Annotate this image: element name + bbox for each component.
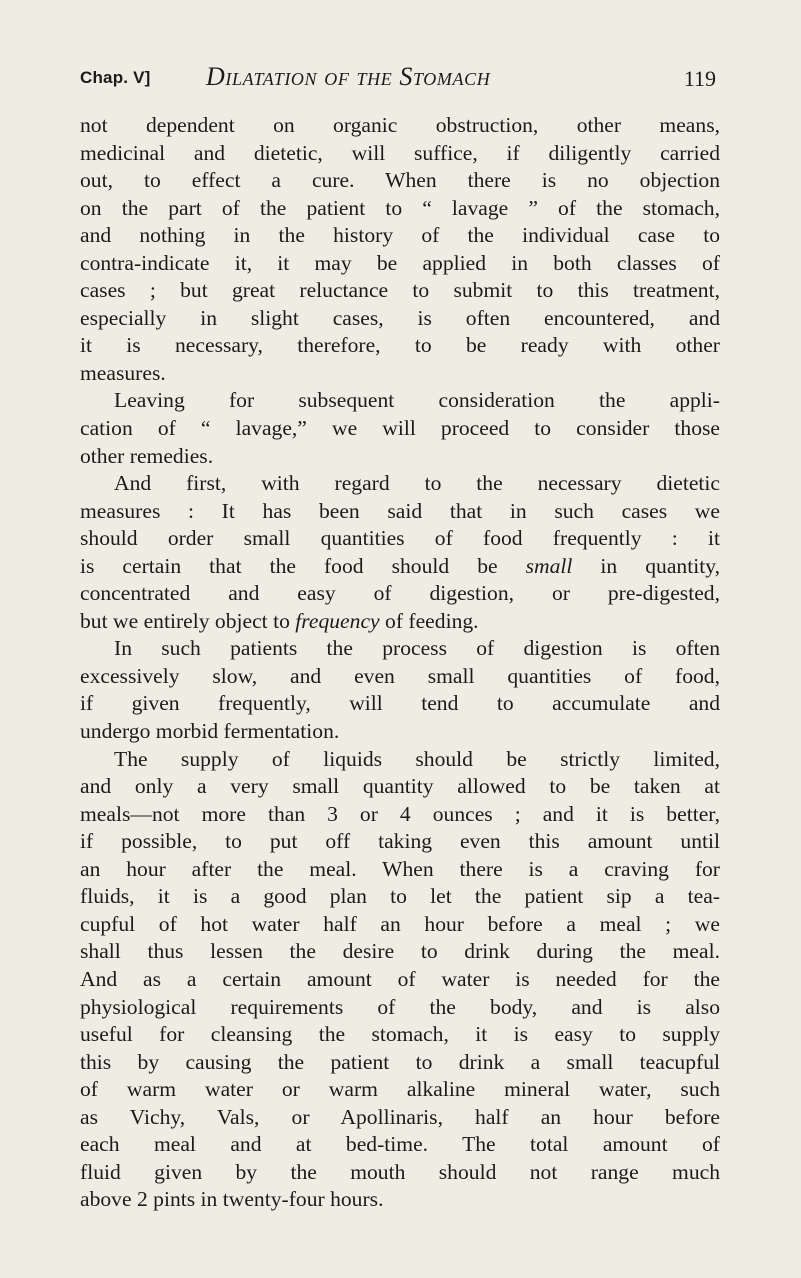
text-line: meals—not more than 3 or 4 ounces ; and it is better, bbox=[80, 801, 720, 826]
text-line: shall thus lessen the desire to drink during the meal. bbox=[80, 939, 720, 964]
text-line: if possible, to put off taking even this amount until bbox=[80, 829, 720, 854]
text-line: cases ; but great reluctance to submit to this treatment, bbox=[80, 278, 720, 303]
text-line: this by causing the patient to drink a small teacupful bbox=[80, 1049, 720, 1074]
paragraph bbox=[80, 387, 720, 470]
text-line: measures : It has been said that in such cases we bbox=[80, 498, 720, 523]
text-line: And as a certain amount of water is needed for the bbox=[80, 966, 720, 991]
text-line: cation of “ lavage,” we will proceed to consider those bbox=[80, 416, 720, 441]
text-line: excessively slow, and even small quantities of food, bbox=[80, 663, 720, 688]
text-line: and nothing in the history of the individual case to bbox=[80, 223, 720, 248]
text-line: useful for cleansing the stomach, it is easy to supply bbox=[80, 1022, 720, 1047]
page-number: 119 bbox=[683, 66, 716, 91]
text-line: other remedies. bbox=[80, 443, 214, 468]
text-line: should order small quantities of food frequently : it bbox=[80, 526, 720, 551]
emphasis-small: small bbox=[525, 553, 573, 578]
text-line: In such patients the process of digestion is often bbox=[114, 636, 720, 661]
text-line: undergo morbid fermentation. bbox=[80, 719, 340, 744]
paragraph bbox=[80, 746, 720, 1214]
text-line: concentrated and easy of digestion, or pre-digested, bbox=[80, 581, 720, 606]
paragraph bbox=[80, 635, 720, 745]
text-line: fluids, it is a good plan to let the patient sip a tea- bbox=[80, 884, 720, 909]
line-segment: of feeding. bbox=[379, 608, 479, 633]
text-line: medicinal and dietetic, will suffice, if diligently carried bbox=[80, 140, 720, 165]
text-line: it is necessary, therefore, to be ready with other bbox=[80, 333, 720, 358]
text-line: fluid given by the mouth should not range much bbox=[80, 1159, 720, 1184]
text-line: out, to effect a cure. When there is no objection bbox=[80, 168, 720, 193]
text-line: as Vichy, Vals, or Apollinaris, half an hour before bbox=[80, 1104, 720, 1129]
text-line: contra-indicate it, it may be applied in both classes of bbox=[80, 250, 720, 275]
text-line: an hour after the meal. When there is a craving for bbox=[80, 856, 720, 881]
body-text bbox=[80, 112, 720, 1214]
text-line: each meal and at bed-time. The total amount of bbox=[80, 1132, 720, 1157]
text-line: especially in slight cases, is often encountered, and bbox=[80, 305, 720, 330]
emphasis-frequency: frequency bbox=[295, 608, 380, 633]
text-line-with-emphasis bbox=[80, 553, 720, 581]
paragraph bbox=[80, 470, 720, 635]
text-line: above 2 pints in twenty-four hours. bbox=[80, 1187, 384, 1212]
line-segment: but we entirely object to bbox=[80, 608, 296, 633]
text-line: The supply of liquids should be strictly limited, bbox=[114, 746, 720, 771]
line-segment: in quantity, bbox=[572, 553, 721, 578]
text-line: and only a very small quantity allowed to be taken at bbox=[80, 774, 720, 799]
text-line: of warm water or warm alkaline mineral water, such bbox=[80, 1077, 720, 1102]
text-line: cupful of hot water half an hour before a meal ; we bbox=[80, 911, 720, 936]
text-line: physiological requirements of the body, and is also bbox=[80, 994, 720, 1019]
line-segment: is certain that the food should be bbox=[80, 553, 526, 578]
chapter-label: Chap. V] bbox=[80, 68, 151, 87]
text-line: on the part of the patient to “ lavage ” of the stomach, bbox=[80, 195, 720, 220]
running-head bbox=[80, 62, 716, 102]
text-line: And first, with regard to the necessary dietetic bbox=[114, 471, 720, 496]
text-line: measures. bbox=[80, 360, 166, 385]
paragraph bbox=[80, 112, 720, 387]
running-title: Dilatation of the Stomach bbox=[206, 62, 491, 91]
text-line: Leaving for subsequent consideration the appli- bbox=[114, 388, 720, 413]
text-line: if given frequently, will tend to accumulate and bbox=[80, 691, 720, 716]
text-line: not dependent on organic obstruction, other means, bbox=[80, 113, 720, 137]
text-line-with-emphasis bbox=[80, 608, 720, 636]
